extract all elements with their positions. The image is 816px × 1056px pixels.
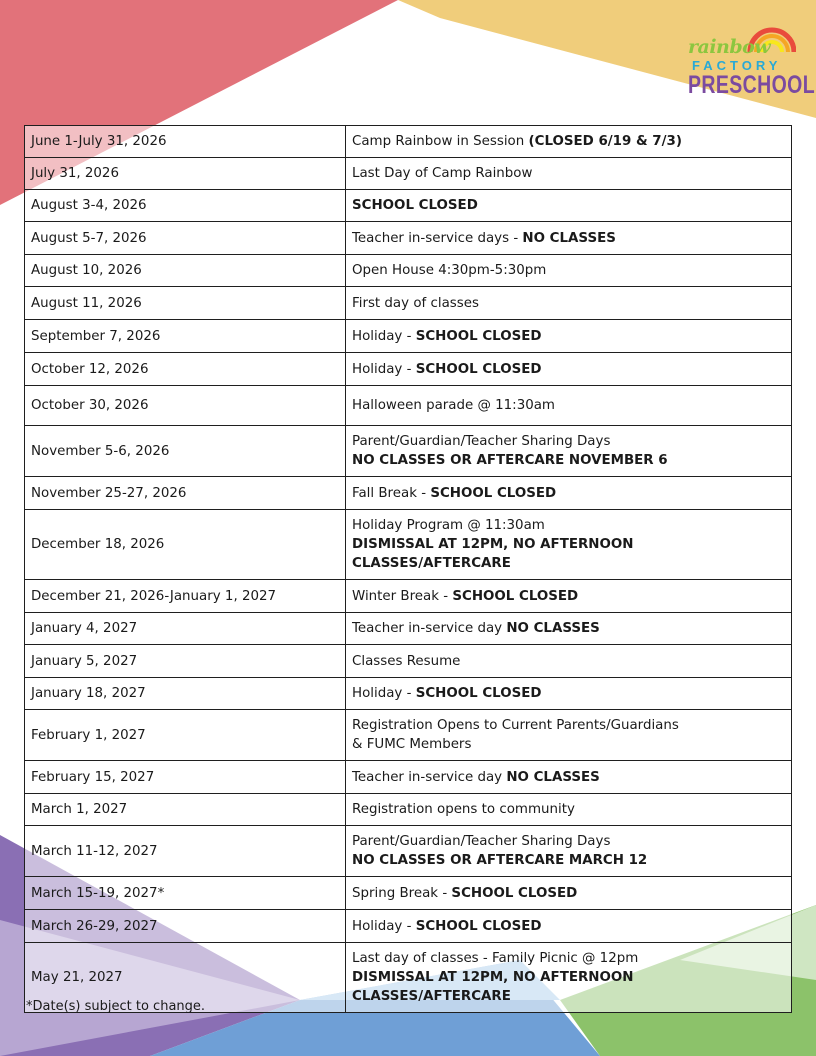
calendar-row xyxy=(25,426,792,477)
calendar-row xyxy=(25,761,792,794)
event-text: Parent/Guardian/Teacher Sharing Days xyxy=(352,834,611,849)
event-line xyxy=(352,360,785,379)
event-emphasis-text: SCHOOL CLOSED xyxy=(452,588,579,604)
event-description xyxy=(346,222,792,255)
event-text: Fall Break - xyxy=(352,485,431,501)
event-description xyxy=(346,510,792,580)
event-line xyxy=(352,327,785,346)
event-line xyxy=(352,949,785,968)
event-line xyxy=(352,768,785,787)
event-text: Spring Break - xyxy=(352,885,452,901)
event-description xyxy=(346,426,792,477)
event-line xyxy=(352,484,785,503)
event-line xyxy=(352,164,785,183)
event-date: August 11, 2026 xyxy=(25,287,346,320)
event-date: July 31, 2026 xyxy=(25,158,346,190)
event-text: First day of classes xyxy=(352,295,479,311)
event-date: March 26-29, 2027 xyxy=(25,910,346,943)
event-description xyxy=(346,710,792,761)
event-line xyxy=(352,396,785,415)
event-emphasis-text: SCHOOL CLOSED xyxy=(415,328,542,344)
event-date: January 4, 2027 xyxy=(25,613,346,645)
calendar-row xyxy=(25,794,792,826)
event-line xyxy=(352,196,785,215)
event-emphasis-text: NO CLASSES OR AFTERCARE NOVEMBER 6 xyxy=(352,453,668,468)
calendar-row xyxy=(25,678,792,710)
event-text: Holiday - xyxy=(352,686,416,701)
event-line xyxy=(352,294,785,313)
calendar-row xyxy=(25,580,792,613)
event-description xyxy=(346,320,792,353)
event-text: Teacher in-service day xyxy=(352,621,507,636)
calendar-row xyxy=(25,158,792,190)
event-text: Holiday - xyxy=(352,328,416,344)
event-emphasis-text: NO CLASSES xyxy=(506,769,600,785)
event-date: August 10, 2026 xyxy=(25,255,346,287)
event-date: October 12, 2026 xyxy=(25,353,346,386)
event-description xyxy=(346,287,792,320)
event-line xyxy=(352,716,785,735)
event-description xyxy=(346,678,792,710)
event-description xyxy=(346,877,792,910)
calendar-row xyxy=(25,710,792,761)
event-text: Classes Resume xyxy=(352,653,461,669)
calendar-row xyxy=(25,255,792,287)
event-date: September 7, 2026 xyxy=(25,320,346,353)
event-description xyxy=(346,943,792,1013)
event-emphasis-text: SCHOOL CLOSED xyxy=(415,686,542,701)
logo-preschool-word: PRESCHOOL xyxy=(688,71,816,99)
calendar-row xyxy=(25,645,792,678)
event-emphasis-text: SCHOOL CLOSED xyxy=(352,198,478,213)
event-emphasis-text: SCHOOL CLOSED xyxy=(430,485,557,501)
event-emphasis-text: DISMISSAL AT 12PM, NO AFTERNOON CLASSES/AFTERCARE xyxy=(352,970,634,1004)
event-description xyxy=(346,910,792,943)
event-description xyxy=(346,613,792,645)
event-description xyxy=(346,158,792,190)
event-line xyxy=(352,229,785,248)
calendar-row xyxy=(25,613,792,645)
calendar-row xyxy=(25,126,792,158)
event-line xyxy=(352,261,785,280)
event-emphasis-text: NO CLASSES xyxy=(522,230,616,246)
event-text: Registration Opens to Current Parents/Guardians xyxy=(352,718,679,733)
event-date: November 5-6, 2026 xyxy=(25,426,346,477)
event-date: March 11-12, 2027 xyxy=(25,826,346,877)
event-date: February 1, 2027 xyxy=(25,710,346,761)
event-line xyxy=(352,800,785,819)
event-text: Camp Rainbow in Session xyxy=(352,134,529,149)
event-text: Holiday - xyxy=(352,918,416,934)
event-date: August 3-4, 2026 xyxy=(25,190,346,222)
calendar-row xyxy=(25,320,792,353)
event-line xyxy=(352,132,785,151)
event-description xyxy=(346,126,792,158)
event-description xyxy=(346,761,792,794)
event-emphasis-text: SCHOOL CLOSED xyxy=(415,918,542,934)
event-line xyxy=(352,619,785,638)
calendar-row xyxy=(25,477,792,510)
calendar-row xyxy=(25,287,792,320)
event-emphasis-text: DISMISSAL AT 12PM, NO AFTERNOON CLASSES/AFTERCARE xyxy=(352,537,634,571)
event-line xyxy=(352,432,785,451)
event-text: Last day of classes - Family Picnic @ 12pm xyxy=(352,951,639,966)
event-text: Holiday Program @ 11:30am xyxy=(352,518,545,533)
event-text: & FUMC Members xyxy=(352,737,472,752)
event-description xyxy=(346,580,792,613)
calendar-row xyxy=(25,910,792,943)
rainbow-factory-logo xyxy=(684,14,816,99)
event-description xyxy=(346,190,792,222)
logo-rainbow-word: rainbow xyxy=(688,36,771,58)
calendar-body xyxy=(25,126,792,1013)
event-date: November 25-27, 2026 xyxy=(25,477,346,510)
event-text: Halloween parade @ 11:30am xyxy=(352,398,555,413)
event-text: Teacher in-service days - xyxy=(352,230,523,246)
school-calendar-table xyxy=(24,125,792,1013)
event-text: Open House 4:30pm-5:30pm xyxy=(352,263,547,278)
event-description xyxy=(346,794,792,826)
event-line xyxy=(352,516,785,535)
event-date: January 5, 2027 xyxy=(25,645,346,678)
event-text: Teacher in-service day xyxy=(352,769,507,785)
calendar-row xyxy=(25,826,792,877)
event-emphasis-text: (CLOSED 6/19 & 7/3) xyxy=(528,134,682,149)
event-date: January 18, 2027 xyxy=(25,678,346,710)
event-emphasis-text: SCHOOL CLOSED xyxy=(451,885,578,901)
calendar-row xyxy=(25,386,792,426)
event-line xyxy=(352,884,785,903)
event-text: Registration opens to community xyxy=(352,802,575,817)
event-text: Last Day of Camp Rainbow xyxy=(352,166,533,181)
calendar-row xyxy=(25,222,792,255)
logo-factory-word: FACTORY xyxy=(692,58,782,73)
event-description xyxy=(346,477,792,510)
calendar-row xyxy=(25,353,792,386)
event-date: February 15, 2027 xyxy=(25,761,346,794)
footnote: *Date(s) subject to change. xyxy=(26,999,206,1014)
event-description xyxy=(346,826,792,877)
event-date: March 15-19, 2027* xyxy=(25,877,346,910)
calendar-row xyxy=(25,190,792,222)
event-line xyxy=(352,587,785,606)
calendar-row xyxy=(25,877,792,910)
event-date: October 30, 2026 xyxy=(25,386,346,426)
event-text: Holiday - xyxy=(352,361,416,377)
event-date: March 1, 2027 xyxy=(25,794,346,826)
event-emphasis-text: SCHOOL CLOSED xyxy=(415,361,542,377)
event-text: Winter Break - xyxy=(352,588,453,604)
event-line xyxy=(352,652,785,671)
event-description xyxy=(346,255,792,287)
event-line xyxy=(352,917,785,936)
event-date: June 1-July 31, 2026 xyxy=(25,126,346,158)
event-description xyxy=(346,645,792,678)
event-line xyxy=(352,832,785,851)
event-date: December 18, 2026 xyxy=(25,510,346,580)
calendar-row xyxy=(25,510,792,580)
event-description xyxy=(346,386,792,426)
event-description xyxy=(346,353,792,386)
event-date: August 5-7, 2026 xyxy=(25,222,346,255)
event-emphasis-text: NO CLASSES xyxy=(506,621,600,636)
event-line xyxy=(352,684,785,703)
event-text: Parent/Guardian/Teacher Sharing Days xyxy=(352,434,611,449)
event-date: May 21, 2027 xyxy=(25,943,346,1013)
event-emphasis-text: NO CLASSES OR AFTERCARE MARCH 12 xyxy=(352,853,648,868)
event-date: December 21, 2026-January 1, 2027 xyxy=(25,580,346,613)
